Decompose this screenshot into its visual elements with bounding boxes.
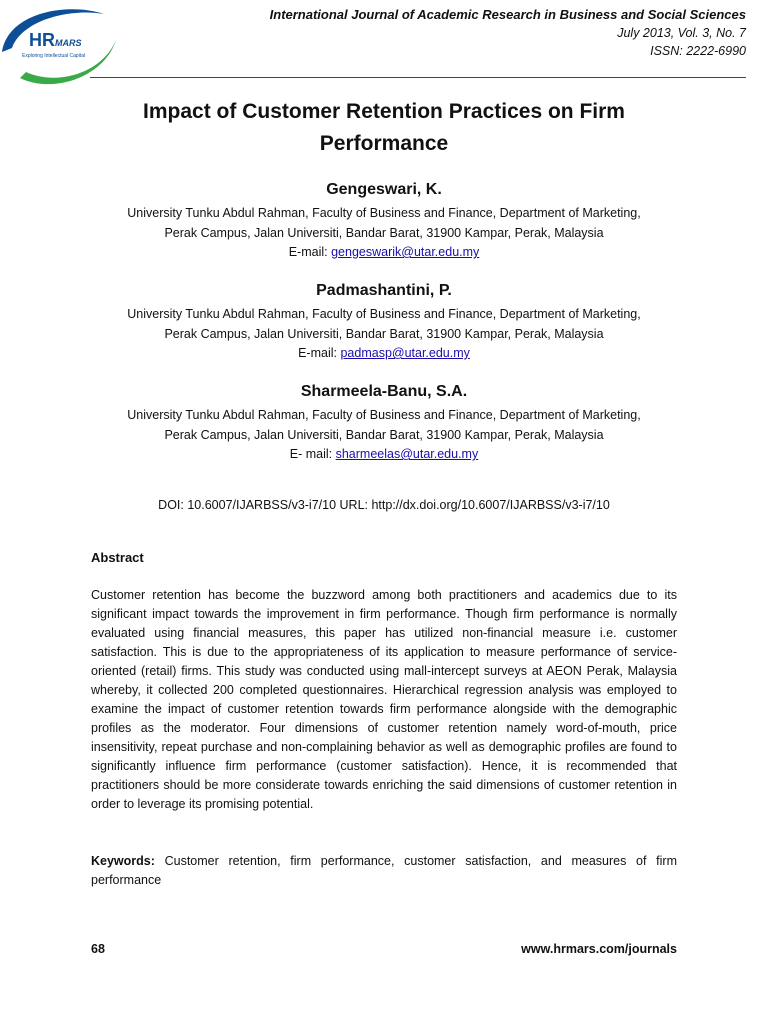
header-divider — [90, 77, 746, 78]
paper-title — [90, 96, 678, 160]
title-line-1: Impact of Customer Retention Practices on Firm — [143, 100, 625, 123]
hrmars-logo — [0, 0, 120, 92]
author-affiliation-line-2: Perak Campus, Jalan Universiti, Bandar Barat, 31900 Kampar, Perak, Malaysia — [164, 225, 604, 240]
author-affiliation-line-2: Perak Campus, Jalan Universiti, Bandar Barat, 31900 Kampar, Perak, Malaysia — [164, 326, 604, 341]
author-email-link[interactable]: gengeswarik@utar.edu.my — [331, 245, 480, 259]
author-email-line — [60, 243, 708, 263]
email-label: E-mail: — [298, 346, 337, 360]
logo-tagline: Exploring Intellectual Capital — [22, 53, 86, 59]
author-affiliation-line-2: Perak Campus, Jalan Universiti, Bandar Barat, 31900 Kampar, Perak, Malaysia — [164, 427, 604, 442]
logo-text: HR — [29, 30, 55, 50]
author-name: Padmashantini, P. — [316, 282, 452, 299]
author-affiliation-line-1: University Tunku Abdul Rahman, Faculty of Business and Finance, Department of Marketing, — [127, 408, 641, 422]
author-email-line — [60, 445, 708, 465]
journal-header — [270, 6, 746, 60]
author-email-line — [60, 344, 708, 364]
journal-name: International Journal of Academic Research in Business and Social Sciences — [269, 7, 746, 22]
abstract-text: Customer retention has become the buzzword among both practitioners and academics due to its significant impact towards the improvement in firm performance. Though firm performance is normally evaluated using financial measures, this paper has utilized non-financial measure i.e. customer satisfaction. This is due to the appropriateness of its application to measure performance of service-oriented (retail) firms. This study was conducted using mall-intercept surveys at AEON Perak, Malaysia whereby, it collected 200 completed questionnaires. Hierarchical regression analysis was employed to examine the impact of customer retention towards firm performance alongside with the demographic profiles as the moderator. Four dimensions of customer retention namely word-of-mouth, price insensitivity, repeat purchase and non-complaining behavior as well as demographic profiles are found to significantly influence firm performance (customer satisfaction). Hence, it is recommended that practitioners should be more considerate towards enriching the said dimensions of customer retention in order to leverage its promising potential. — [91, 588, 677, 811]
hrmars-logo-graphic — [0, 0, 120, 92]
journal-issue: July 2013, Vol. 3, No. 7 — [617, 26, 746, 40]
journal-issn: ISSN: 2222-6990 — [650, 44, 746, 58]
author-block — [60, 381, 708, 465]
keywords-text: Customer retention, firm performance, customer satisfaction, and measures of firm performance — [91, 854, 677, 887]
author-affiliation-line-1: University Tunku Abdul Rahman, Faculty of Business and Finance, Department of Marketing, — [127, 307, 641, 321]
author-name: Gengeswari, K. — [326, 181, 442, 198]
author-block — [60, 179, 708, 263]
author-name: Sharmeela-Banu, S.A. — [300, 383, 468, 400]
abstract-heading: Abstract — [91, 550, 144, 565]
author-email-link[interactable]: sharmeelas@utar.edu.my — [335, 447, 479, 461]
doi-line: DOI: 10.6007/IJARBSS/v3-i7/10 URL: http://dx.doi.org/10.6007/IJARBSS/v3-i7/10 — [158, 498, 610, 512]
logo-text-small: MARS — [55, 38, 82, 48]
author-affiliation-line-1: University Tunku Abdul Rahman, Faculty of Business and Finance, Department of Marketing, — [127, 206, 641, 220]
email-label: E- mail: — [289, 447, 333, 461]
page-number: 68 — [91, 942, 105, 956]
email-label: E-mail: — [288, 245, 328, 259]
keywords-label: Keywords: — [91, 854, 155, 868]
title-line-2: Performance — [319, 132, 449, 155]
author-email-link[interactable]: padmasp@utar.edu.my — [340, 346, 470, 360]
footer-url: www.hrmars.com/journals — [521, 942, 677, 956]
author-block — [60, 280, 708, 364]
keywords-paragraph — [91, 852, 677, 890]
